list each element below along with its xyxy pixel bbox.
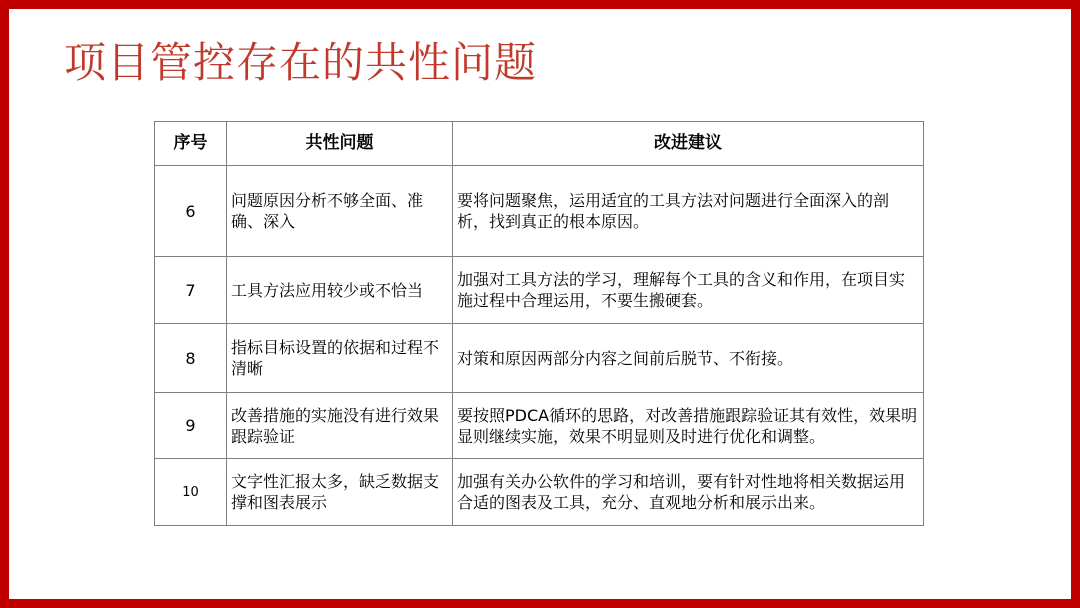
row-issue: 改善措施的实施没有进行效果跟踪验证 — [227, 393, 453, 459]
row-suggestion: 要按照PDCA循环的思路，对改善措施跟踪验证其有效性，效果明显则继续实施，效果不明显则及时进行优化和调整。 — [453, 393, 924, 459]
row-no: 7 — [155, 257, 227, 324]
page-title: 项目管控存在的共性问题 — [64, 38, 538, 87]
watermark-text: 大数跨境 — [54, 575, 134, 600]
row-suggestion: 加强对工具方法的学习，理解每个工具的含义和作用，在项目实施过程中合理运用，不要生搬硬套。 — [453, 257, 924, 324]
issues-table — [154, 121, 924, 526]
table-row — [155, 257, 924, 324]
row-issue: 文字性汇报太多，缺乏数据支撑和图表展示 — [227, 459, 453, 526]
row-suggestion: 对策和原因两部分内容之间前后脱节、不衔接。 — [453, 324, 924, 393]
table-header-row — [155, 122, 924, 166]
watermark — [12, 572, 134, 600]
cloud-logo-icon — [12, 576, 48, 596]
table-row — [155, 393, 924, 459]
row-no: 8 — [155, 324, 227, 393]
header-issue: 共性问题 — [227, 122, 453, 166]
header-suggestion: 改进建议 — [453, 122, 924, 166]
row-issue: 问题原因分析不够全面、准确、深入 — [227, 166, 453, 257]
table-row — [155, 166, 924, 257]
row-suggestion: 加强有关办公软件的学习和培训，要有针对性地将相关数据运用合适的图表及工具，充分、直观地分析和展示出来。 — [453, 459, 924, 526]
row-suggestion: 要将问题聚焦，运用适宜的工具方法对问题进行全面深入的剖析，找到真正的根本原因。 — [453, 166, 924, 257]
row-no: 6 — [155, 166, 227, 257]
table-row — [155, 324, 924, 393]
header-no: 序号 — [155, 122, 227, 166]
table-row — [155, 459, 924, 526]
row-no: 9 — [155, 393, 227, 459]
row-issue: 工具方法应用较少或不恰当 — [227, 257, 453, 324]
row-issue: 指标目标设置的依据和过程不清晰 — [227, 324, 453, 393]
row-no: 10 — [155, 459, 227, 526]
